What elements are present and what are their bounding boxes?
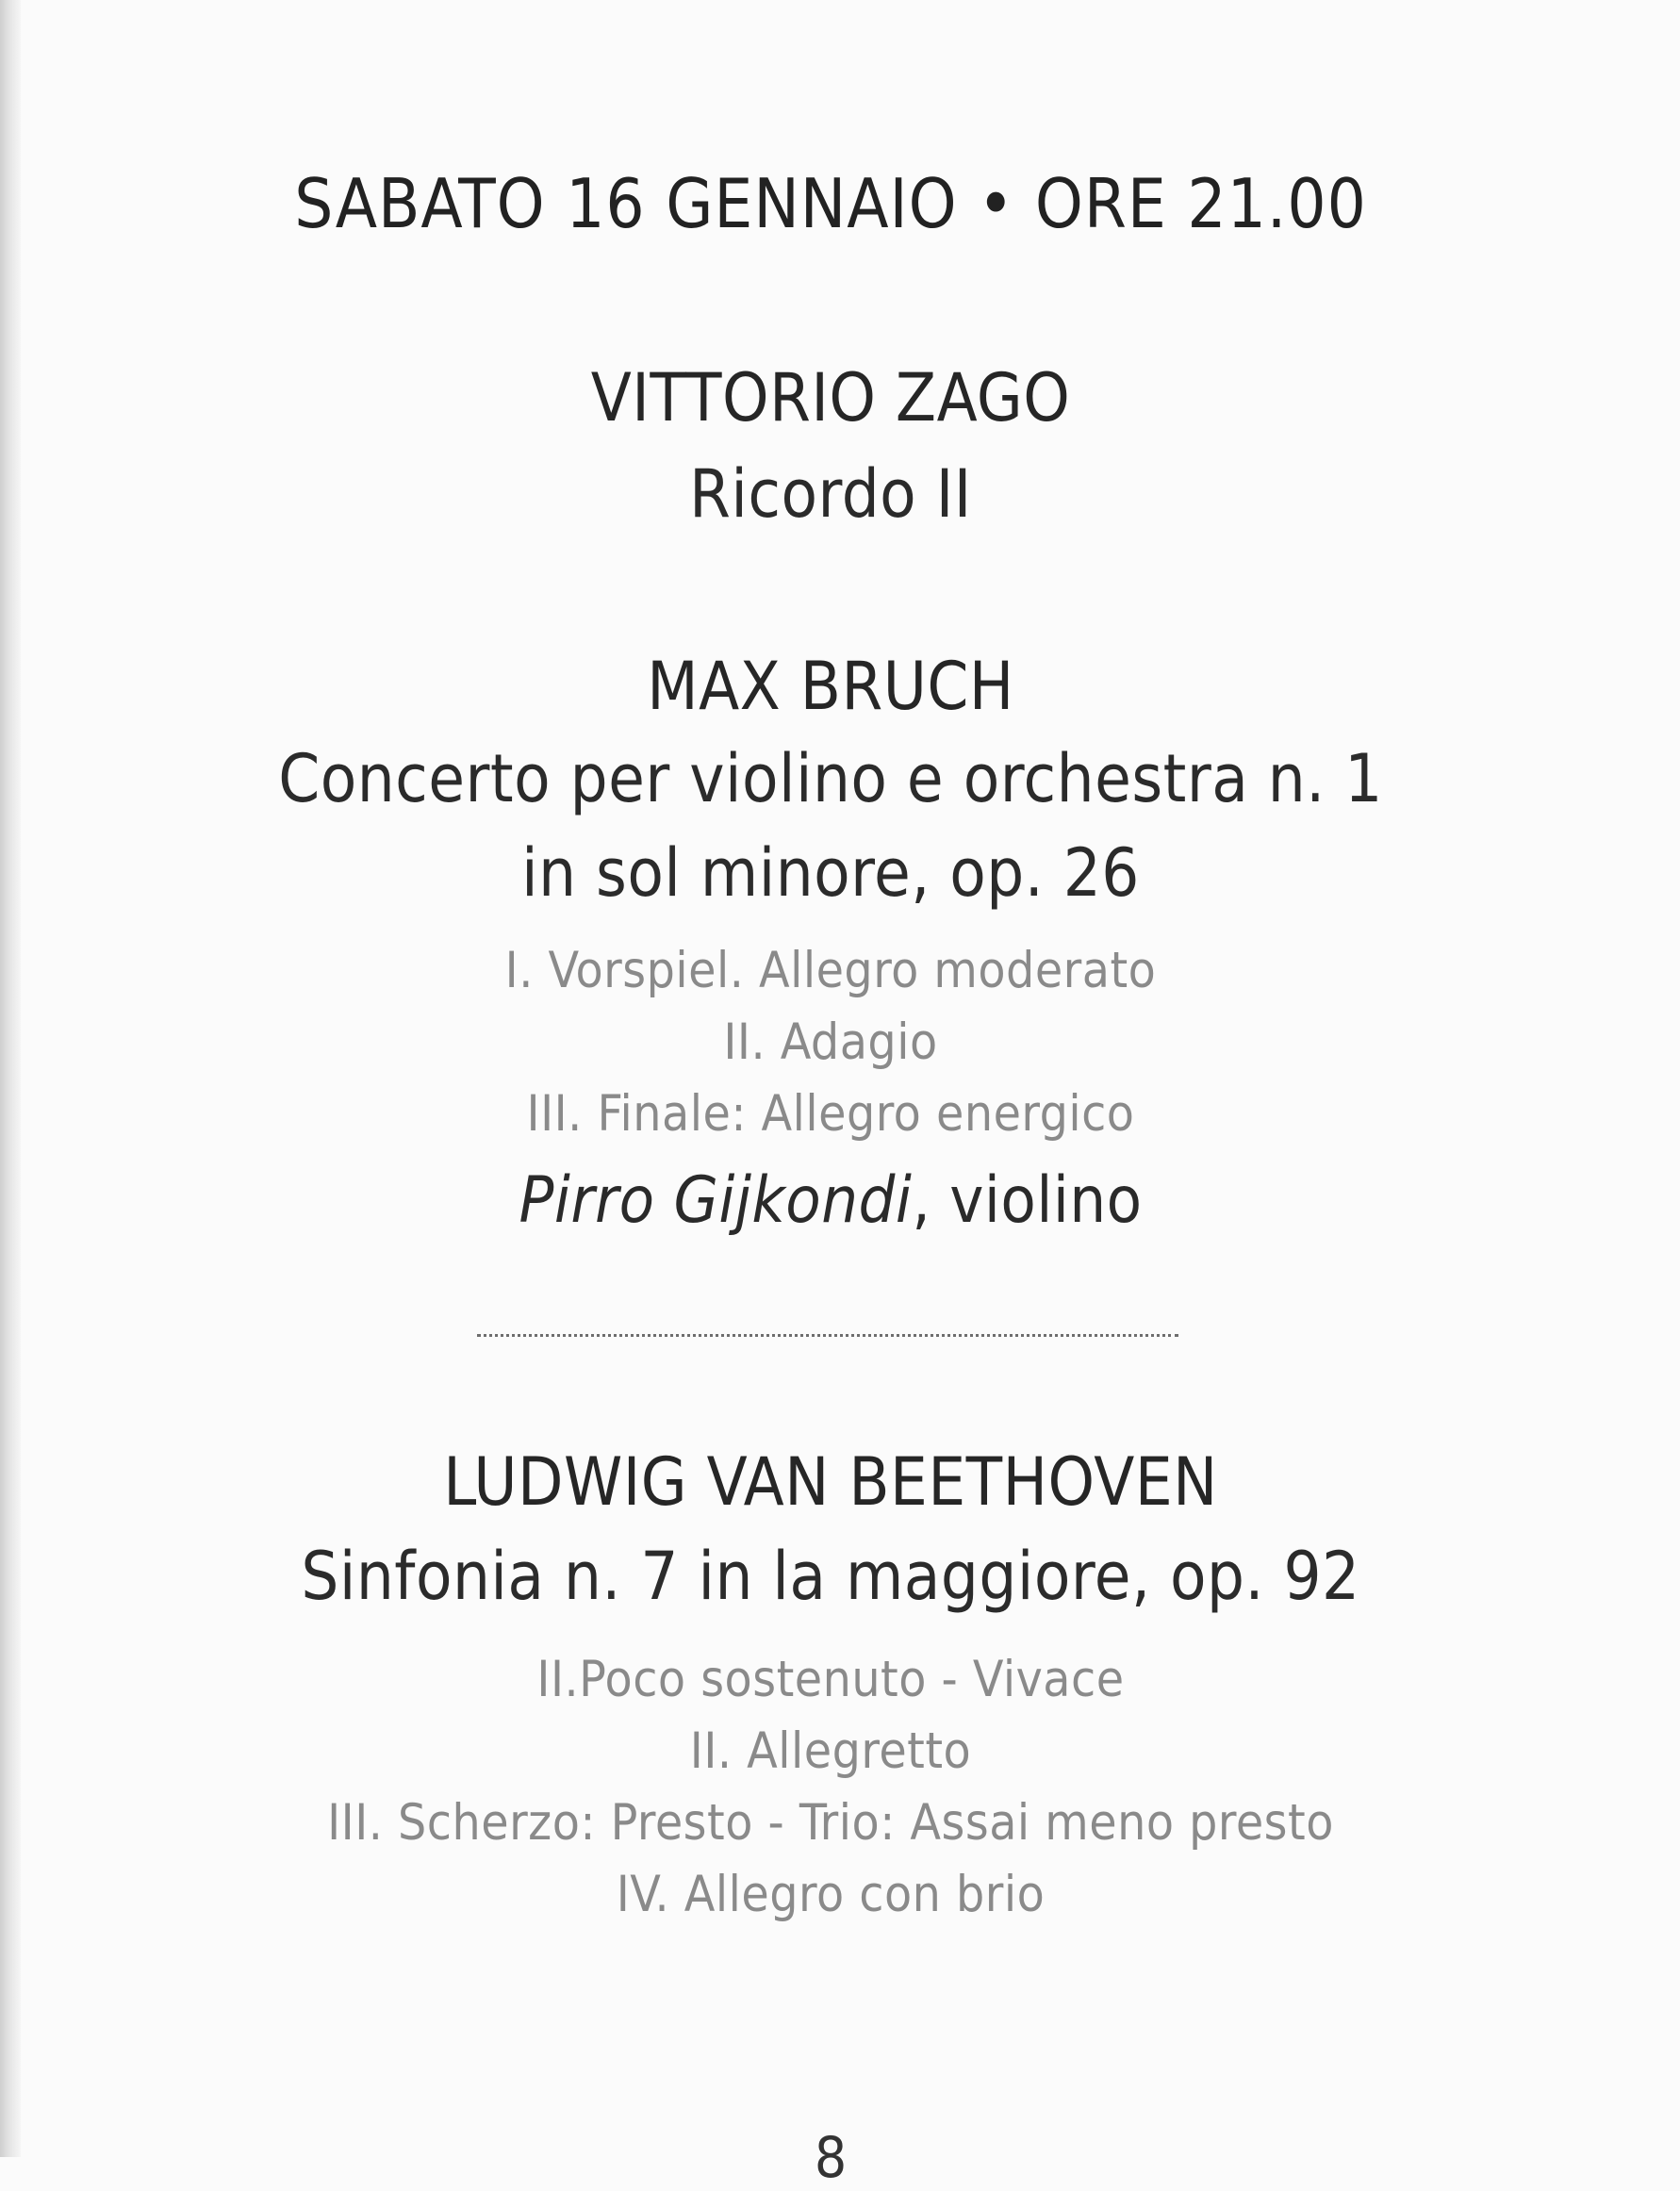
- work-bruch-line-2: in sol minore, op. 26: [521, 834, 1140, 912]
- concert-date-time: SABATO 16 GENNAIO • ORE 21.00: [294, 164, 1367, 243]
- work-bruch-line-1: Concerto per violino e orchestra n. 1: [278, 740, 1383, 817]
- movement-beethoven-4: IV. Allegro con brio: [616, 1866, 1046, 1923]
- movement-bruch-3: III. Finale: Allegro energico: [526, 1085, 1135, 1143]
- movement-bruch-2: II. Adagio: [723, 1013, 938, 1071]
- performer-role: , violino: [912, 1163, 1143, 1238]
- movement-beethoven-2: II. Allegretto: [689, 1722, 972, 1780]
- movement-beethoven-1: II.Poco sostenuto - Vivace: [536, 1651, 1125, 1708]
- composer-bruch: MAX BRUCH: [647, 648, 1014, 725]
- page-number: 8: [814, 2125, 848, 2191]
- movement-bruch-1: I. Vorspiel. Allegro moderato: [504, 942, 1157, 999]
- work-zago-line-1: Ricordo II: [689, 455, 972, 533]
- work-beethoven-line-1: Sinfonia n. 7 in la maggiore, op. 92: [301, 1538, 1360, 1615]
- composer-beethoven: LUDWIG VAN BEETHOVEN: [443, 1443, 1218, 1521]
- performer-name: Pirro Gijkondi: [519, 1163, 913, 1238]
- performer-line: [21, 1156, 1640, 1246]
- composer-zago: VITTORIO ZAGO: [590, 359, 1071, 437]
- interval-divider: [477, 1334, 1178, 1337]
- movement-beethoven-3: III. Scherzo: Presto - Trio: Assai meno presto: [327, 1794, 1334, 1852]
- book-spine-shadow: [0, 0, 21, 2157]
